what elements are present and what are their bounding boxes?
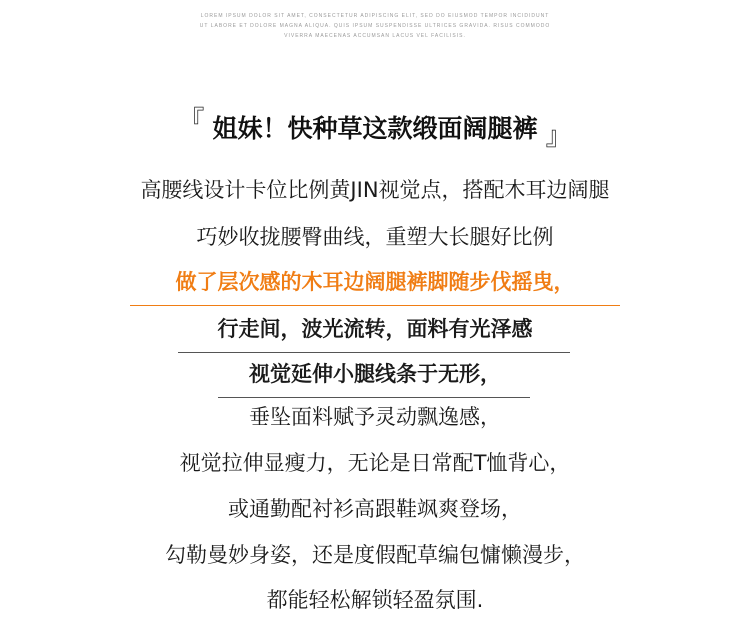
lorem-line: LOREM IPSUM DOLOR SIT AMET, CONSECTETUR ADIPISCING ELIT, SED DO EIUSMOD TEMPOR INCIDIDUNT [200, 13, 550, 19]
page-title [0, 106, 750, 152]
lorem-line: VIVERRA MAECENAS ACCUMSAN LACUS VEL FACILISIS. [284, 33, 466, 39]
body-line-2: 巧妙收拢腰臀曲线，重塑大长腿好比例 [196, 225, 554, 249]
highlight-underline-2 [178, 352, 570, 353]
right-corner-bracket: 』 [545, 122, 572, 152]
body-line-1: 高腰线设计卡位比例黄JIN视觉点，搭配木耳边阔腿 [140, 178, 610, 202]
body-line-3: 垂坠面料赋予灵动飘逸感， [249, 405, 501, 429]
body-line-4: 视觉拉伸显瘦力，无论是日常配T恤背心， [179, 451, 571, 475]
highlight-line-3: 视觉延伸小腿线条于无形， [249, 362, 501, 386]
highlight-underline-1 [130, 305, 620, 306]
left-corner-bracket: 『 [178, 106, 205, 136]
page-title-text: 姐妹！快种草这款缎面阔腿裤 [212, 114, 538, 143]
body-line-6: 勾勒曼妙身姿，还是度假配草编包慵懒漫步， [165, 543, 585, 567]
highlight-underline-3 [218, 397, 530, 398]
lorem-line: UT LABORE ET DOLORE MAGNA ALIQUA. QUIS IPSUM SUSPENDISSE ULTRICES GRAVIDA. RISUS COMMODO [199, 23, 551, 29]
highlight-line-1: 做了层次感的木耳边阔腿裤脚随步伐摇曳， [175, 270, 575, 294]
body-line-7: 都能轻松解锁轻盈氛围. [266, 588, 484, 612]
highlight-line-2: 行走间，波光流转，面料有光泽感 [217, 317, 533, 341]
body-line-5: 或通勤配衬衫高跟鞋飒爽登场， [228, 497, 522, 521]
